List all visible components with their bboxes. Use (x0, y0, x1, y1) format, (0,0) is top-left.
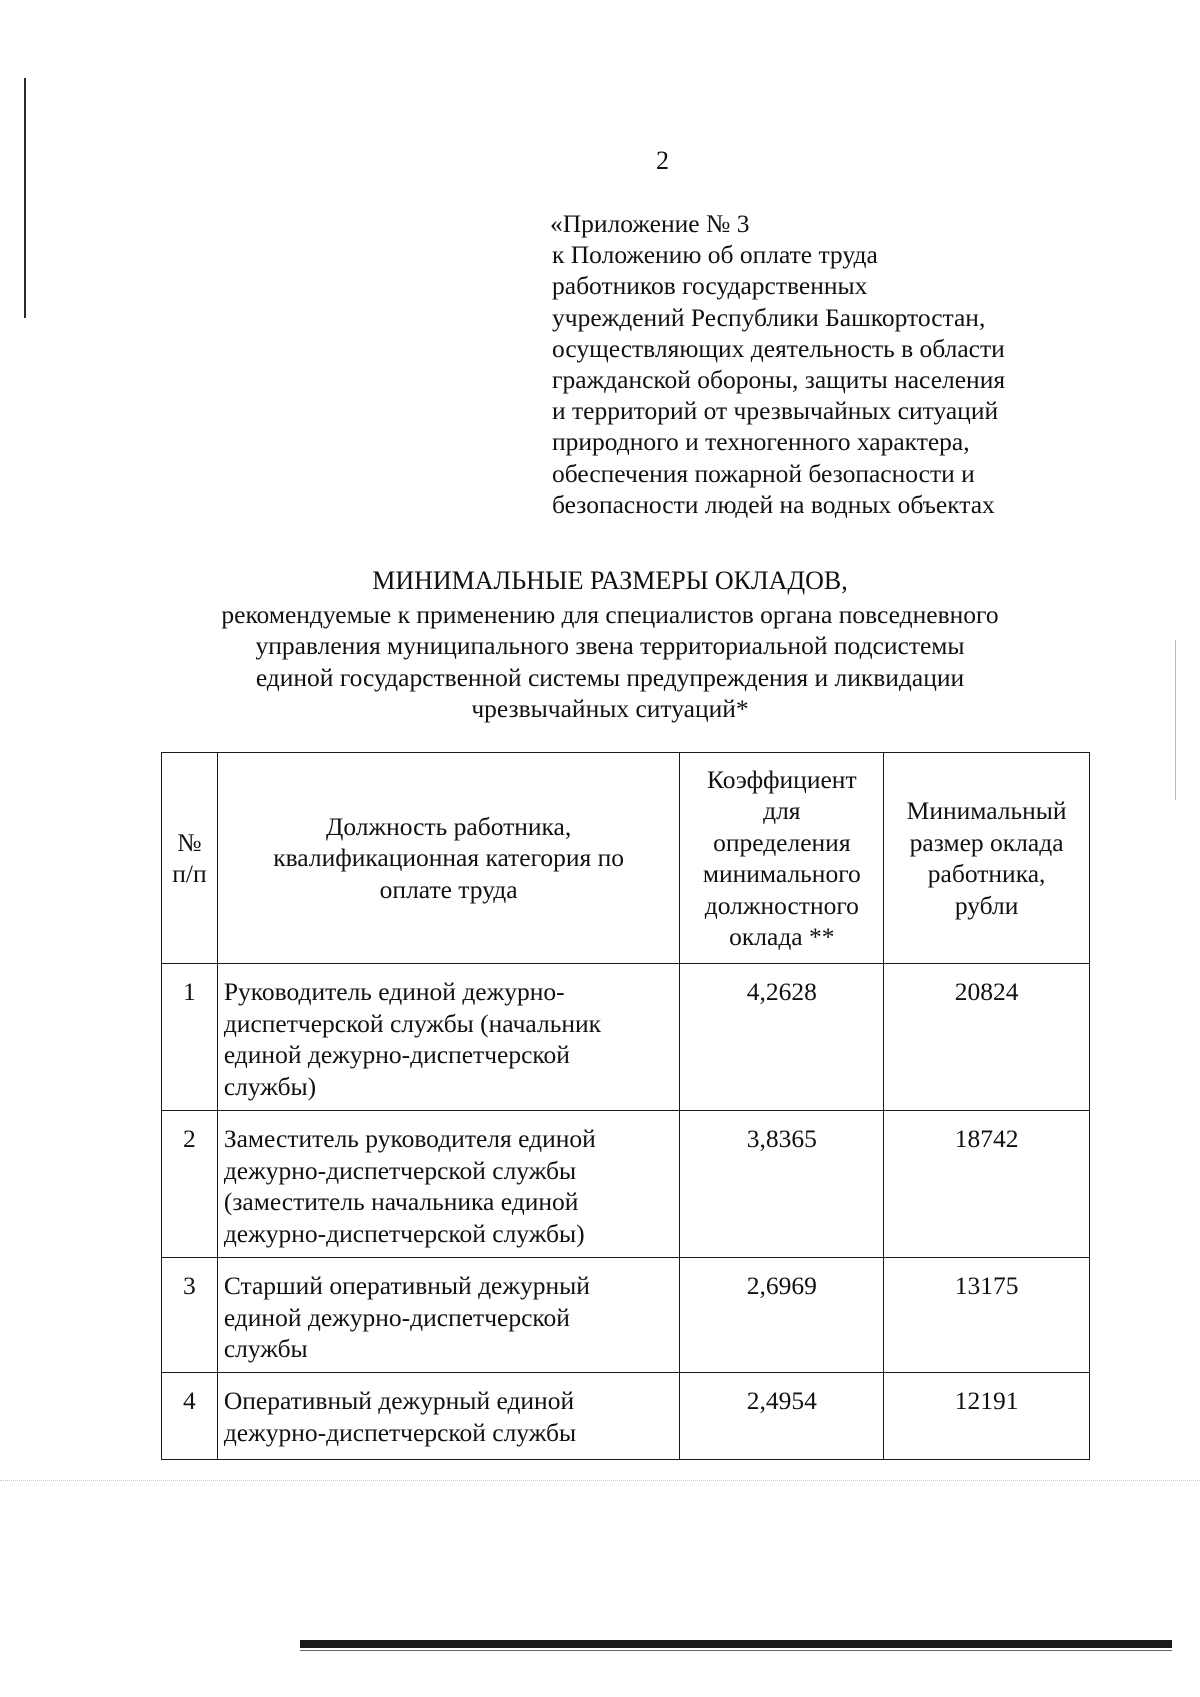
page-number: 2 (656, 146, 669, 175)
appendix-line: безопасности людей на водных объектах (552, 489, 995, 519)
cell-num: 1 (162, 964, 218, 1111)
appendix-line: обеспечения пожарной безопасности и (552, 458, 975, 488)
appendix-line: работников государственных (552, 271, 868, 301)
main-title: МИНИМАЛЬНЫЕ РАЗМЕРЫ ОКЛАДОВ, (372, 566, 848, 595)
cell-coefficient: 4,2628 (680, 964, 884, 1111)
scan-right-margin-mark (1175, 640, 1176, 800)
cell-position (217, 1373, 680, 1460)
position-line: Оперативный дежурный единой (223, 1386, 575, 1415)
subtitle-line: управления муниципального звена территориальной подсистемы (255, 631, 965, 660)
position-line: службы (223, 1334, 308, 1363)
cell-position (217, 1111, 680, 1258)
header-line: определения (713, 827, 851, 857)
header-line: п/п (172, 859, 207, 888)
cell-num: 4 (162, 1373, 218, 1460)
appendix-line: учреждений Республики Башкортостан, (552, 302, 986, 332)
position-line: дежурно-диспетчерской службы (223, 1417, 577, 1447)
cell-coefficient: 2,4954 (680, 1373, 884, 1460)
cell-num: 3 (162, 1258, 218, 1373)
document-title (150, 565, 1070, 725)
appendix-header (552, 208, 1112, 520)
position-line: Заместитель руководителя единой (223, 1124, 596, 1153)
table-header-row (162, 753, 1090, 964)
position-line: Руководитель единой дежурно- (223, 977, 565, 1006)
position-line: единой дежурно-диспетчерской (223, 1302, 570, 1332)
header-line: работника, (927, 859, 1046, 888)
header-line: оплате труда (379, 874, 518, 904)
position-line: дежурно-диспетчерской службы (223, 1155, 577, 1185)
appendix-line: осуществляющих деятельность в области (552, 333, 1005, 363)
header-line: квалификационная категория по (273, 843, 625, 873)
header-line: № (177, 827, 202, 857)
scan-artifact-line (0, 1480, 1200, 1481)
header-line: размер оклада (909, 827, 1064, 857)
appendix-line: природного и техногенного характера, (552, 427, 970, 457)
cell-salary: 13175 (884, 1258, 1090, 1373)
cell-coefficient: 2,6969 (680, 1258, 884, 1373)
appendix-line: к Положению об оплате труда (552, 240, 878, 270)
header-line: должностного (704, 890, 859, 920)
header-line: минимального (702, 859, 861, 888)
position-line: Старший оперативный дежурный (223, 1271, 590, 1300)
position-line: дежурно-диспетчерской службы) (223, 1218, 585, 1248)
table-row (162, 964, 1090, 1111)
header-coefficient (680, 753, 884, 964)
header-line: Должность работника, (326, 811, 572, 841)
scan-left-margin-mark (24, 78, 26, 318)
table-row (162, 1373, 1090, 1460)
header-line: рубли (954, 890, 1019, 920)
header-line: для (763, 796, 801, 825)
position-line: службы) (223, 1071, 317, 1101)
cell-salary: 20824 (884, 964, 1090, 1111)
table-row (162, 1258, 1090, 1373)
appendix-line: и территорий от чрезвычайных ситуаций (552, 396, 999, 426)
subtitle-line: рекомендуемые к применению для специалистов органа повседневного (221, 599, 999, 629)
header-line: оклада ** (729, 922, 835, 951)
scan-bottom-bar (300, 1640, 1172, 1648)
salary-table (161, 752, 1090, 1460)
cell-coefficient: 3,8365 (680, 1111, 884, 1258)
subtitle-line: единой государственной системы предупреждения и ликвидации (255, 662, 965, 692)
cell-position (217, 1258, 680, 1373)
table-row (162, 1111, 1090, 1258)
cell-salary: 12191 (884, 1373, 1090, 1460)
header-num (162, 753, 218, 964)
header-position (217, 753, 680, 964)
header-line: Коэффициент (707, 764, 857, 794)
appendix-line: «Приложение № 3 (550, 209, 750, 238)
cell-salary: 18742 (884, 1111, 1090, 1258)
scan-bottom-line (300, 1650, 1172, 1651)
appendix-line: гражданской обороны, защиты населения (552, 365, 1006, 395)
position-line: единой дежурно-диспетчерской (223, 1040, 570, 1069)
header-line: Минимальный (906, 796, 1067, 825)
position-line: (заместитель начальника единой (223, 1187, 579, 1216)
cell-position (217, 964, 680, 1111)
position-line: диспетчерской службы (начальник (223, 1008, 602, 1038)
header-salary (884, 753, 1090, 964)
subtitle-line: чрезвычайных ситуаций* (471, 694, 749, 723)
cell-num: 2 (162, 1111, 218, 1258)
